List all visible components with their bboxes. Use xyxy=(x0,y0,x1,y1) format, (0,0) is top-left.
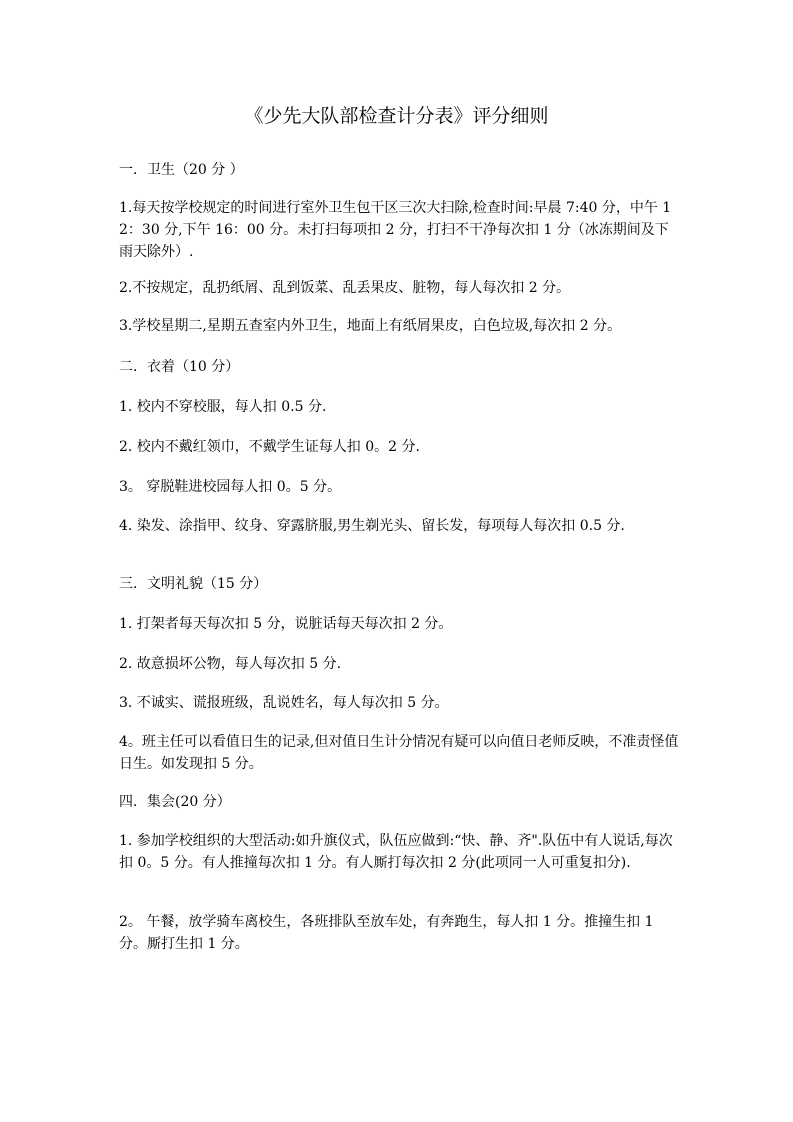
assembly-rule-2: 2。 午餐，放学骑车离校生，各班排队至放车处，有奔跑生，每人扣 1 分。推撞生扣 1 分。厮打生扣 1 分。 xyxy=(119,914,654,952)
clothing-rule-1: 1. 校内不穿校服，每人扣 0.5 分. xyxy=(119,399,327,415)
section-heading-hygiene: 一．卫生（20 分 ） xyxy=(119,162,244,178)
manners-rule-4: 4。班主任可以看值日生的记录,但对值日生计分情况有疑可以向值日老师反映，不准责怪值日生。如发现扣 5 分。 xyxy=(119,734,679,772)
clothing-rule-3: 3。 穿脱鞋进校园每人扣 0。5 分。 xyxy=(119,479,342,495)
clothing-rule-4: 4. 染发、涂指甲、纹身、穿露脐服,男生剃光头、留长发，每项每人每次扣 0.5 分. xyxy=(119,518,625,534)
hygiene-rule-3: 3.学校星期二,星期五查室内外卫生，地面上有纸屑果皮，白色垃圾,每次扣 2 分。 xyxy=(119,318,622,334)
manners-rule-3: 3. 不诚实、谎报班级，乱说姓名，每人每次扣 5 分。 xyxy=(119,695,449,711)
document-title: 《少先大队部检查计分表》评分细则 xyxy=(244,105,549,127)
clothing-rule-2: 2. 校内不戴红领巾，不戴学生证每人扣 0。2 分. xyxy=(119,439,420,455)
assembly-rule-1: 1. 参加学校组织的大型活动:如升旗仪式，队伍应做到:“快、静、齐".队伍中有人说话,每次扣 0。5 分。有人推撞每次扣 1 分。有人厮打每次扣 2 分(此项同一人可重复扣分). xyxy=(119,833,673,871)
hygiene-rule-1: 1.每天按学校规定的时间进行室外卫生包干区三次大扫除,检查时间:早晨 7:40 分，中午 12：30 分,下午 16：00 分。未打扫每项扣 2 分，打扫不干净每次扣 1 分（冰冻期间及下雨天除外）. xyxy=(119,200,672,260)
manners-rule-2: 2. 故意损坏公物，每人每次扣 5 分. xyxy=(119,656,342,672)
section-heading-assembly: 四．集会(20 分） xyxy=(119,794,231,810)
section-heading-manners: 三．文明礼貌（15 分） xyxy=(119,576,268,592)
section-heading-clothing: 二．衣着（10 分） xyxy=(119,359,240,375)
manners-rule-1: 1. 打架者每天每次扣 5 分，说脏话每天每次扣 2 分。 xyxy=(119,616,453,632)
hygiene-rule-2: 2.不按规定，乱扔纸屑、乱到饭菜、乱丢果皮、脏物，每人每次扣 2 分。 xyxy=(119,280,571,296)
